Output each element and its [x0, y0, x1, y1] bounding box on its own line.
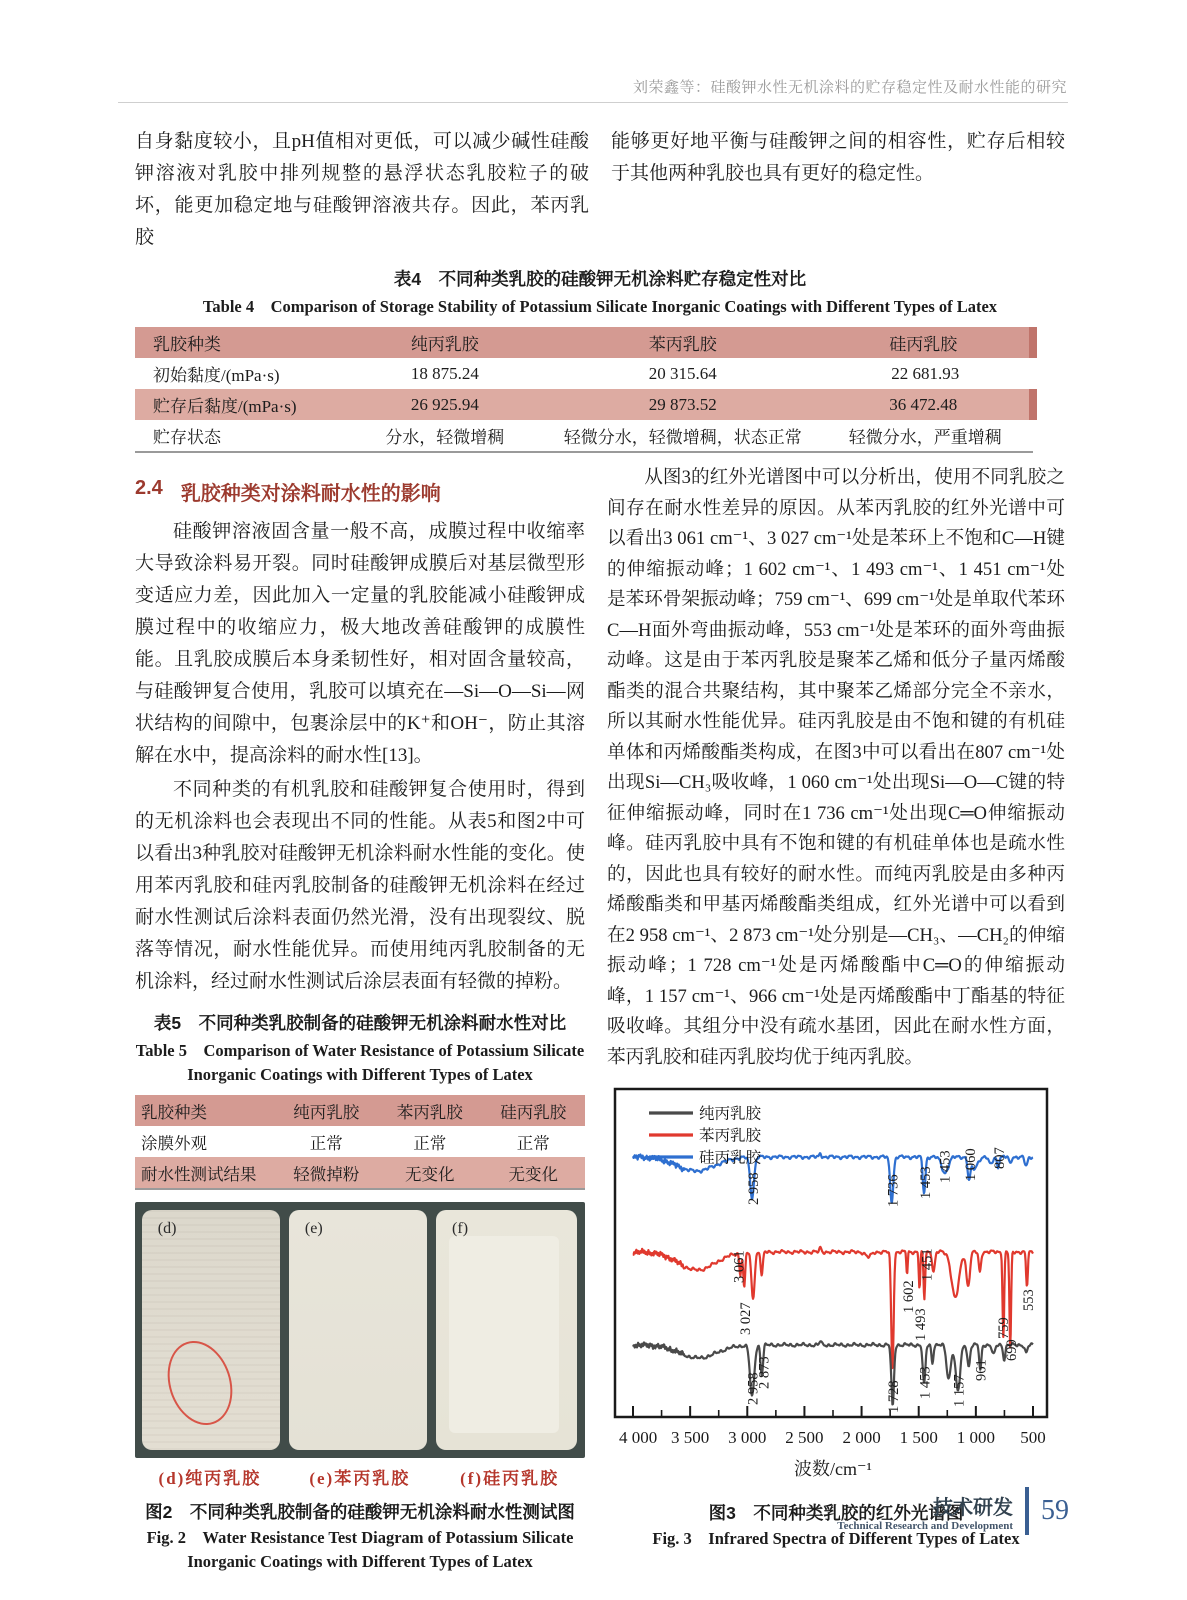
panel-label: (f)硅丙乳胶 [460, 1469, 560, 1488]
footer-section [837, 1491, 1013, 1532]
table-cell: 贮存后黏度/(mPa·s) [153, 397, 297, 416]
page-footer [837, 1487, 1069, 1535]
peak-label: 1 602 [901, 1280, 918, 1313]
x-tick-label: 500 [1020, 1428, 1046, 1447]
table-row [135, 1126, 585, 1157]
ir-spectra-svg [613, 1087, 1053, 1485]
peak-label: 1 728 [886, 1380, 903, 1413]
coating-panel-e [289, 1210, 428, 1451]
panel-label: (d)纯丙乳胶 [158, 1469, 262, 1488]
peak-label: 1 453 [918, 1166, 935, 1199]
table5-header-cell: 苯丙乳胶 [396, 1102, 463, 1122]
table5 [135, 1095, 585, 1190]
panel-label: (e)苯丙乳胶 [309, 1469, 411, 1488]
peak-label: 699 [1004, 1339, 1021, 1361]
page-content [135, 126, 1065, 1574]
panel-tag: (d) [157, 1219, 177, 1237]
table-cell: 轻微分水，严重增稠 [848, 428, 1002, 447]
section-title: 乳胶种类对涂料耐水性的影响 [180, 483, 441, 505]
section-heading [135, 477, 585, 506]
coating-panel-f [436, 1210, 577, 1451]
table-cell: 正常 [413, 1133, 447, 1153]
peak-label: 553 [1020, 1289, 1037, 1311]
running-head: 刘荣鑫等：硅酸钾水性无机涂料的贮存稳定性及耐水性能的研究 [632, 79, 1067, 96]
table5-title-en: Table 5 Comparison of Water Resistance of Potassium Silicate Inorganic Coatings with Different Types of Latex [135, 1041, 585, 1084]
peak-label: 759 [996, 1317, 1013, 1339]
table5-header-cell: 乳胶种类 [141, 1102, 207, 1122]
peak-label: 1 736 [885, 1174, 902, 1207]
table5-header-cell: 硅丙乳胶 [500, 1102, 567, 1122]
peak-label: 1 453 [917, 1366, 934, 1399]
peak-label: 1 451 [919, 1248, 936, 1281]
peak-labels [732, 1147, 1037, 1413]
table-cell: 36 472.48 [818, 389, 1034, 420]
peak-label: 1 493 [913, 1308, 930, 1341]
figure3-caption-cn: 图3 不同种类乳胶的红外光谱图 [708, 1503, 964, 1523]
table4-header-row [135, 327, 1033, 358]
header-divider [118, 102, 1068, 103]
table4-header-cell: 纯丙乳胶 [410, 335, 479, 354]
table-cell: 涂膜外观 [141, 1133, 207, 1153]
x-tick-label: 4 000 [619, 1428, 658, 1447]
chart-legend [649, 1105, 762, 1167]
table4-header-cell: 苯丙乳胶 [648, 335, 717, 354]
footer-section-en: Technical Research and Development [837, 1519, 1013, 1532]
x-tick-label: 3 000 [728, 1428, 767, 1447]
table-row [135, 1157, 585, 1189]
intro-row [135, 126, 1065, 254]
table4-block [135, 266, 1065, 453]
x-tick-label: 2 500 [785, 1428, 824, 1447]
table-cell: 分水，轻微增稠 [385, 428, 505, 447]
coating-panel-d [142, 1210, 281, 1451]
peak-label: 961 [973, 1359, 990, 1381]
figure3-chart [613, 1087, 1065, 1490]
table-cell: 无变化 [405, 1164, 455, 1184]
defect-highlight-ellipse [158, 1332, 244, 1433]
page-number: 59 [1041, 1495, 1069, 1526]
table-cell: 耐水性测试结果 [141, 1164, 257, 1184]
intro-paragraph-left: 自身黏度较小，且pH值相对更低，可以减少碱性硅酸钾溶液对乳胶中排列规整的悬浮状态乳胶粒子的破坏，能更加稳定地与硅酸钾溶液共存。因此，苯丙乳胶 [135, 131, 589, 248]
left-column [135, 463, 585, 1574]
x-axis-title: 波数/cm⁻¹ [794, 1459, 872, 1479]
table-cell: 初始黏度/(mPa·s) [153, 366, 280, 385]
table-cell: 26 925.94 [410, 394, 479, 414]
x-tick-label: 1 500 [899, 1428, 938, 1447]
footer-accent-bar [1025, 1487, 1029, 1535]
table-cell: 轻微分水，轻微增稠，状态正常 [563, 428, 802, 447]
table-cell: 29 873.52 [648, 394, 717, 414]
table-cell: 正常 [516, 1133, 550, 1153]
table-cell: 无变化 [508, 1164, 558, 1184]
table4-title-en: Table 4 Comparison of Storage Stability of Potassium Silicate Inorganic Coatings with Different Types of Latex [202, 297, 998, 316]
figure3-caption-en: Fig. 3 Infrared Spectra of Different Types of Latex [652, 1529, 1020, 1548]
panel-tag: (f) [452, 1219, 469, 1237]
spectrum-苯丙乳胶 [633, 1247, 1033, 1368]
peak-label: 1 453 [937, 1150, 954, 1183]
table5-title-cn: 表5 不同种类乳胶制备的硅酸钾无机涂料耐水性对比 [153, 1013, 567, 1033]
table-cell: 贮存状态 [153, 428, 221, 447]
peak-label: 2 958 [746, 1172, 763, 1205]
figure2-caption-en: Fig. 2 Water Resistance Test Diagram of Potassium Silicate Inorganic Coatings with Different Types of Latex [146, 1528, 574, 1571]
legend-label: 硅丙乳胶 [699, 1149, 762, 1167]
table5-header-cell: 纯丙乳胶 [293, 1102, 360, 1122]
table-cell: 22 681.93 [891, 363, 960, 383]
panel-tag: (e) [304, 1219, 323, 1237]
x-tick-label: 3 500 [671, 1428, 710, 1447]
peak-label: 1 157 [951, 1374, 968, 1407]
figure2-photo [135, 1202, 585, 1458]
table-cell: 轻微掉粉 [293, 1164, 360, 1184]
footer-section-cn: 技术研发 [933, 1496, 1013, 1519]
table4 [135, 327, 1037, 453]
section-number: 2.4 [135, 477, 163, 499]
legend-label: 纯丙乳胶 [699, 1105, 762, 1123]
peak-label: 3 027 [737, 1302, 754, 1335]
peak-label: 1 060 [963, 1148, 979, 1181]
figure2-panel-labels [135, 1464, 585, 1489]
table-cell: 18 875.24 [410, 363, 479, 383]
table-row [135, 358, 1033, 389]
table-cell: 20 315.64 [648, 363, 717, 383]
intro-paragraph-right: 能够更好地平衡与硅酸钾之间的相容性，贮存后相较于其他两种乳胶也具有更好的稳定性。 [611, 131, 1065, 184]
legend-label: 苯丙乳胶 [699, 1127, 762, 1145]
table4-header-cell: 硅丙乳胶 [818, 327, 1034, 358]
peak-label: 2 958 [745, 1372, 762, 1405]
peak-label: 3 061 [731, 1250, 748, 1283]
table-row [135, 389, 1033, 420]
body-paragraph: 从图3的红外光谱图中可以分析出，使用不同乳胶之间存在耐水性差异的原因。从苯丙乳胶的红外光谱中可以看出3 061 cm⁻¹、3 027 cm⁻¹处是苯环上不饱和C—H键的伸缩振动峰；1 602 cm⁻¹、1 493 cm⁻¹、1 451 cm⁻¹处是苯环骨架振动峰；759 cm⁻¹、699 cm⁻¹处是单取代苯环C—H面外弯曲振动峰，553 cm⁻¹处是苯环的面外弯曲振动峰。这是由于苯丙乳胶是聚苯乙烯和低分子量丙烯酸酯类的混合共聚结构，其中聚苯乙烯部分完全不亲水，所以其耐水性能优异。硅丙乳胶是由不饱和键的有机硅单体和丙烯酸酯类构成，在图3中可以看出在807 cm⁻¹处出现Si—CH₃吸收峰，1 060 cm⁻¹处出现Si—O—C键的特征伸缩振动峰，同时在1 736 cm⁻¹处出现C═O伸缩振动峰。硅丙乳胶中具有不饱和键的有机硅单体也是疏水性的，因此也具有较好的耐水性。而纯丙乳胶是由多种丙烯酸酯类和甲基丙烯酸酯类组成，红外光谱中可以看到在2 958 cm⁻¹、2 873 cm⁻¹处分别是—CH₃、—CH₂的伸缩振动峰；1 728 cm⁻¹处是丙烯酸酯中C═O的伸缩振动峰，1 157 cm⁻¹、966 cm⁻¹处是丙烯酸酯中丁酯基的特征吸收峰。其组分中没有疏水基团，因此在耐水性方面，苯丙乳胶和硅丙乳胶均优于纯丙乳胶。 [607, 467, 1065, 1068]
peak-label: 807 [991, 1147, 1008, 1169]
two-column-body [135, 463, 1065, 1574]
figure2-caption-cn: 图2 不同种类乳胶制备的硅酸钾无机涂料耐水性测试图 [145, 1502, 575, 1522]
x-tick-label: 2 000 [842, 1428, 881, 1447]
table4-header-cell: 乳胶种类 [153, 335, 221, 354]
body-paragraph: 不同种类的有机乳胶和硅酸钾复合使用时，得到的无机涂料也会表现出不同的性能。从表5和图2中可以看出3种乳胶对硅酸钾无机涂料耐水性能的变化。使用苯丙乳胶和硅丙乳胶制备的硅酸钾无机涂料在经过耐水性测试后涂料表面仍然光滑，没有出现裂纹、脱落等情况，耐水性能优异。而使用纯丙乳胶制备的无机涂料，经过耐水性测试后涂层表面有轻微的掉粉。 [135, 779, 585, 992]
body-paragraph: 硅酸钾溶液固含量一般不高，成膜过程中收缩率大导致涂料易开裂。同时硅酸钾成膜后对基层微型形变适应力差，因此加入一定量的乳胶能减小硅酸钾成膜过程中的收缩应力，极大地改善硅酸钾的成膜性能。且乳胶成膜后本身柔韧性好，相对固含量较高，与硅酸钾复合使用，乳胶可以填充在—Si—O—Si—网状结构的间隙中，包裹涂层中的K⁺和OH⁻，防止其溶解在水中，提高涂料的耐水性[13]。 [135, 521, 585, 766]
coating-inner-area [449, 1236, 559, 1433]
x-tick-label: 1 000 [956, 1428, 995, 1447]
table-row [135, 420, 1033, 452]
right-column [607, 463, 1065, 1574]
table-cell: 正常 [309, 1133, 343, 1153]
table5-header-row [135, 1095, 585, 1126]
peak-label: 2 873 [756, 1356, 773, 1389]
table4-title-cn: 表4 不同种类乳胶的硅酸钾无机涂料贮存稳定性对比 [393, 269, 807, 289]
